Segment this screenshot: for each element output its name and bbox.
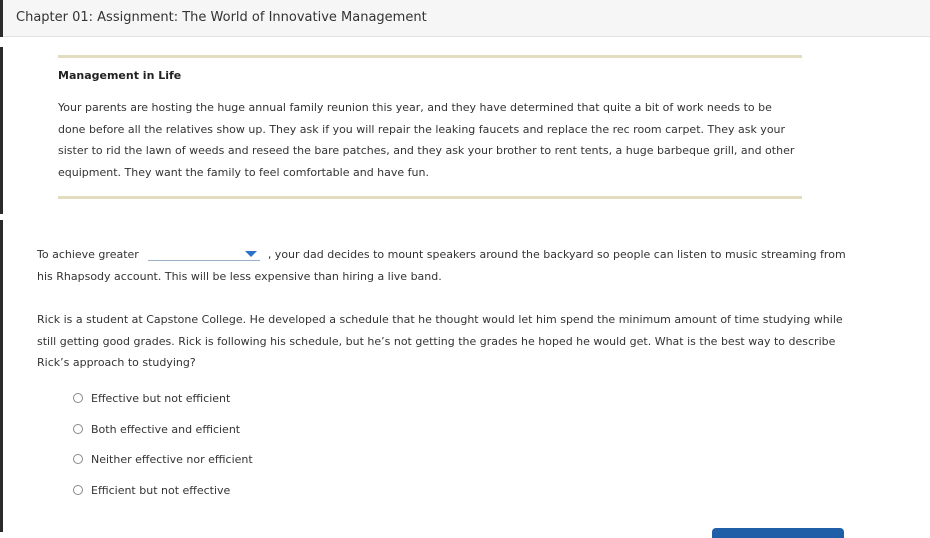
page-title: Chapter 01: Assignment: The World of Innovative Management [16, 10, 427, 25]
left-edge-strip [0, 0, 3, 532]
page-header [3, 0, 930, 37]
option-label: Efficient but not effective [91, 483, 231, 497]
left-edge-gap [0, 37, 3, 47]
scenario-heading: Management in Life [58, 69, 182, 82]
radio-button[interactable] [73, 393, 83, 403]
question-text-before: To achieve greater [37, 248, 139, 261]
next-button[interactable] [712, 528, 844, 538]
radio-button[interactable] [73, 485, 83, 495]
radio-button[interactable] [73, 424, 83, 434]
question-text-after: , your dad decides to mount speakers around the backyard so people can listen to music streaming from his Rhapsody account. This will be less expensive than hiring a live band. [37, 248, 846, 283]
radio-button[interactable] [73, 454, 83, 464]
option-label: Effective but not efficient [91, 392, 231, 405]
option-label: Neither effective nor efficient [91, 453, 253, 466]
question-multiple-choice: Rick is a student at Capstone College. He developed a schedule that he thought would let him spend the minimum amount of time studying while still getting good grades. Rick is following his schedule, but he’s not getting the grades he hoped he would get. What is the best way to describe Rick’s approach to studying? [37, 313, 843, 369]
scenario-box [58, 55, 802, 199]
scenario-text: Your parents are hosting the huge annual family reunion this year, and they have determined that quite a bit of work needs to be done before all the relatives show up. They ask if you will repair the leaking faucets and replace the rec room carpet. They ask your sister to rid the lawn of weeds and reseed the bare patches, and they ask your brother to rent tents, a huge barbeque grill, and other equipment. They want the family to feel comfortable and have fun. [58, 101, 795, 179]
left-edge-gap [0, 214, 3, 220]
option-label: Both effective and efficient [91, 422, 241, 436]
question-fill-in-blank [37, 244, 857, 287]
chevron-down-icon[interactable] [245, 251, 257, 257]
answer-dropdown[interactable] [148, 247, 260, 261]
